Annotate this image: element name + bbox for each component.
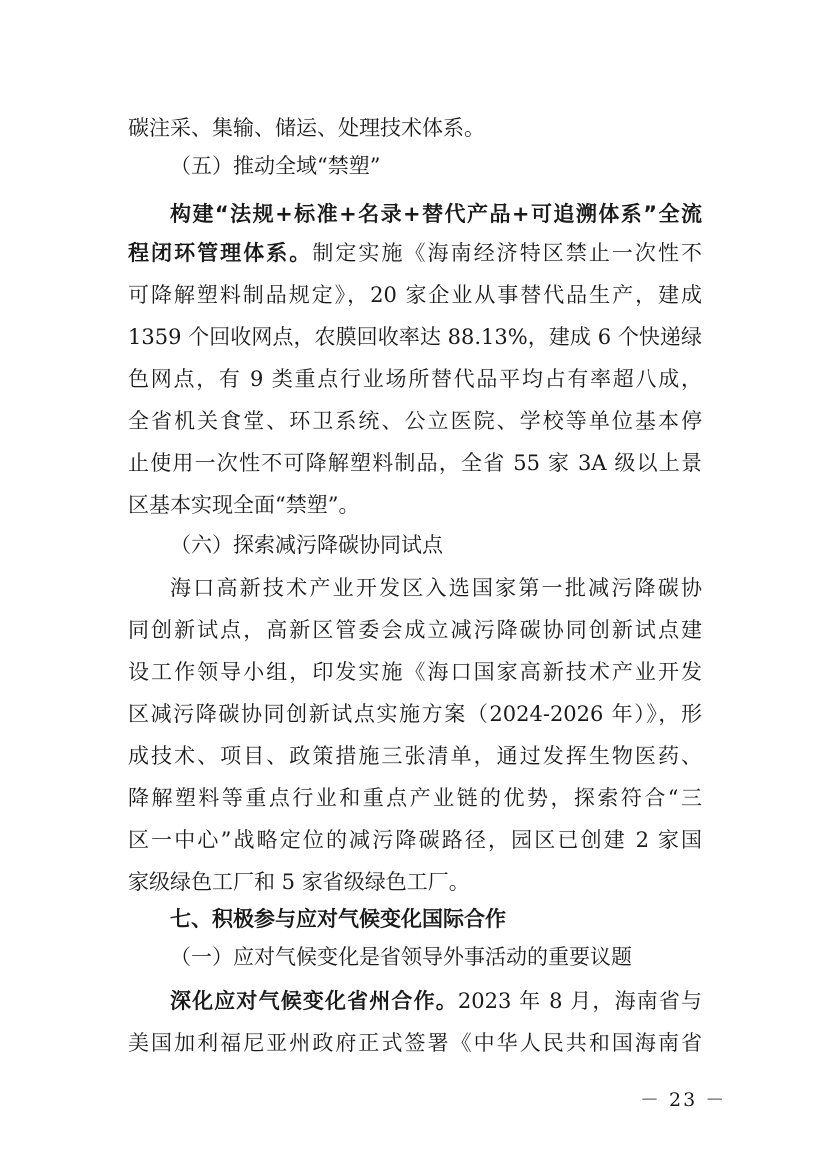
page-number: － 23 － [640, 1089, 727, 1111]
paragraph-line [170, 986, 702, 1016]
section-subheading-5: （五）推动全域“禁塑” [170, 154, 381, 178]
paragraph-line: 同创新试点，高新区管委会成立减污降碳协同创新试点建 [128, 618, 702, 642]
paragraph-line: 美国加利福尼亚州政府正式签署《中华人民共和国海南省 [128, 1031, 702, 1055]
paragraph-line: 碳注采、集输、储运、处理技术体系。 [128, 116, 485, 140]
paragraph-line: 止使用一次性不可降解塑料制品，全省 55 家 3A 级以上景 [128, 451, 702, 475]
paragraph-line: 区基本实现全面“禁塑”。 [128, 493, 360, 517]
paragraph-line: 全省机关食堂、环卫系统、公立医院、学校等单位基本停 [128, 409, 702, 433]
paragraph-line: 成技术、项目、政策措施三张清单，通过发挥生物医药、 [128, 744, 702, 768]
paragraph-bold-lead: 构建“法规+标准+名录+替代产品+可追溯体系”全流 [170, 202, 702, 226]
paragraph-line: 降解塑料等重点行业和重点产业链的优势，探索符合“三 [128, 786, 702, 810]
bold-lead-end: 程闭环管理体系。 [128, 241, 313, 265]
paragraph-line: 可降解塑料制品规定》，20 家企业从事替代品生产，建成 [128, 283, 702, 307]
paragraph-line: 区减污降碳协同创新试点实施方案（2024-2026 年）》，形 [128, 702, 702, 726]
paragraph-line: 家级绿色工厂和 5 家省级绿色工厂。 [128, 870, 470, 894]
paragraph-line: 色网点，有 9 类重点行业场所替代品平均占有率超八成， [128, 367, 702, 391]
paragraph-line: 1359 个回收网点，农膜回收率达 88.13%，建成 6 个快递绿 [128, 325, 702, 349]
section-subheading-1: （一）应对气候变化是省领导外事活动的重要议题 [170, 945, 632, 969]
paragraph-line [128, 238, 702, 268]
paragraph-text: 制定实施《海南经济特区禁止一次性不 [312, 241, 703, 265]
paragraph-text: 2023 年 8 月，海南省与 [457, 989, 702, 1013]
paragraph-line: 设工作领导小组，印发实施《海口国家高新技术产业开发 [128, 660, 702, 684]
paragraph-line: 海口高新技术产业开发区入选国家第一批减污降碳协 [170, 576, 702, 600]
section-subheading-6: （六）探索减污降碳协同试点 [170, 533, 443, 557]
section-heading-7: 七、积极参与应对气候变化国际合作 [170, 907, 506, 931]
paragraph-line: 区一中心”战略定位的减污降碳路径，园区已创建 2 家国 [128, 828, 702, 852]
bold-lead: 深化应对气候变化省州合作。 [170, 989, 458, 1013]
